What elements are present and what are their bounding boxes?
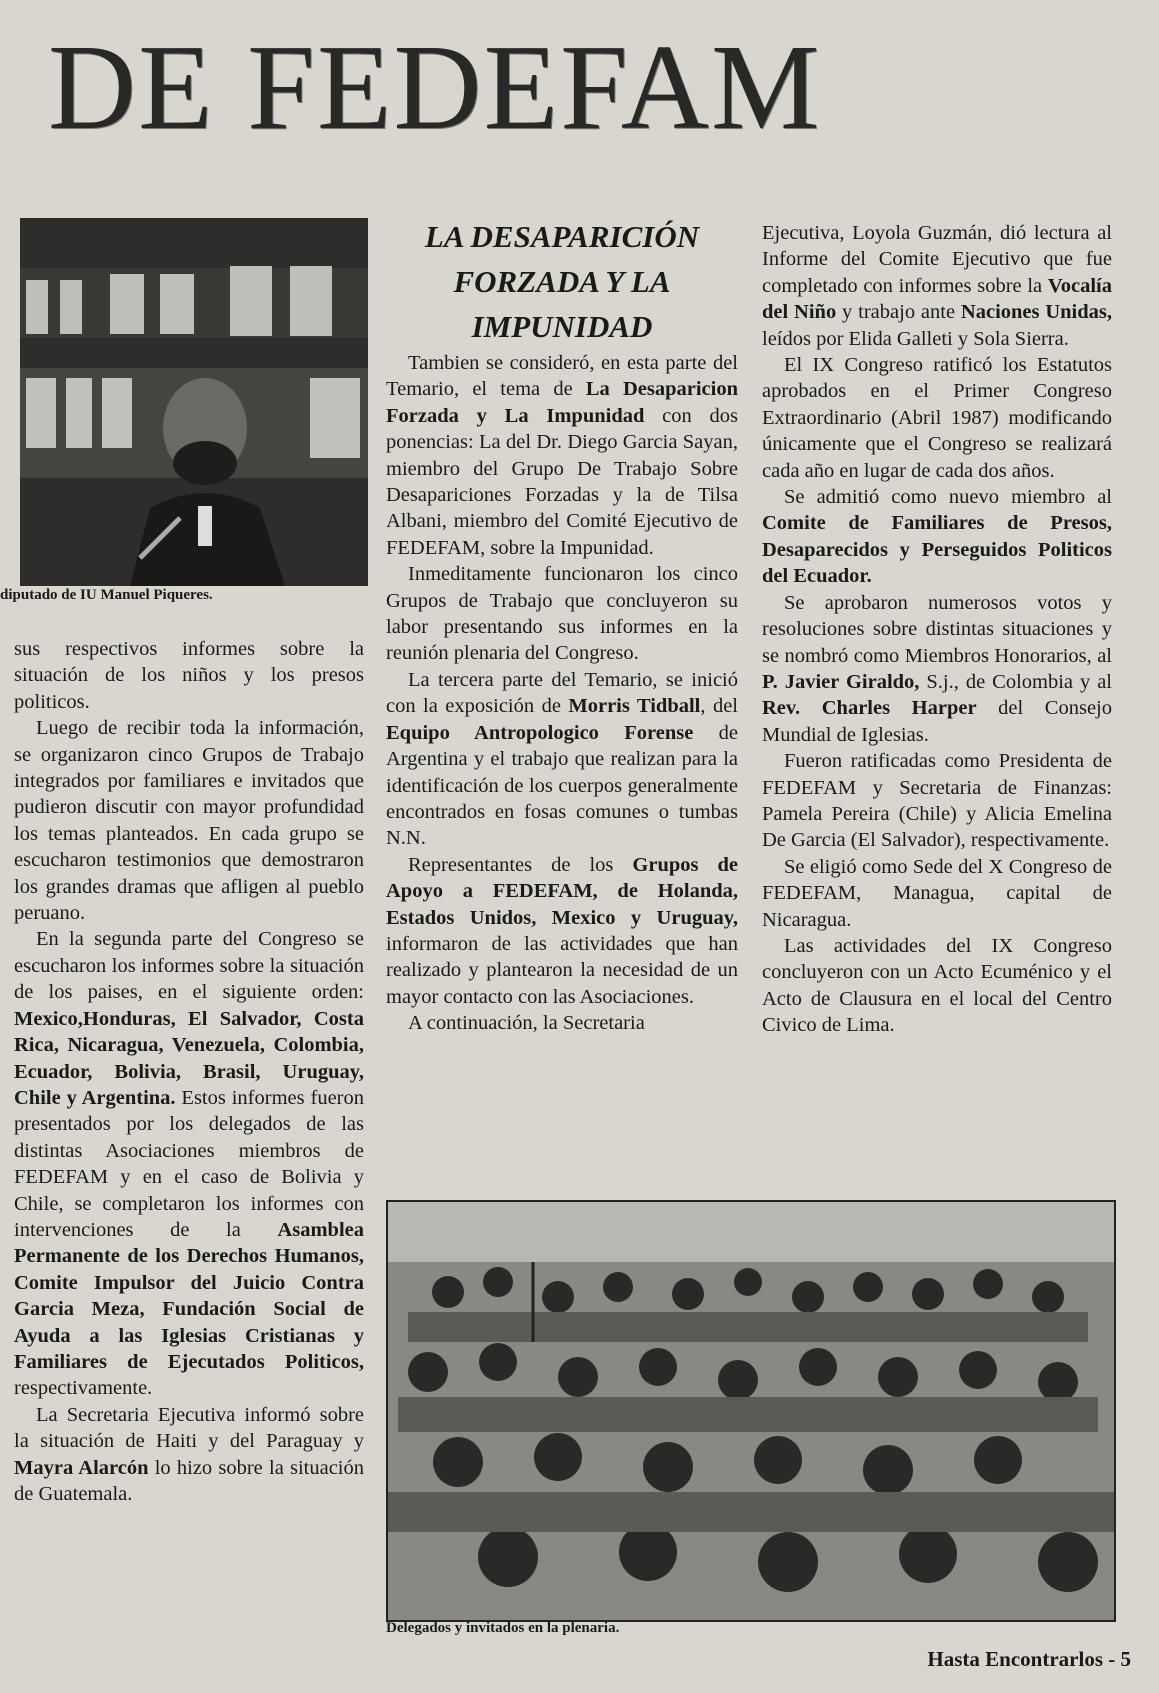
speaker-photo-caption: diputado de IU Manuel Piqueres.	[0, 587, 213, 603]
col1-paragraph-1: sus respectivos informes sobre la situación de los niños y los presos politicos.	[14, 638, 364, 713]
section-heading: LA DESAPARICIÓN FORZADA Y LA IMPUNIDAD	[424, 219, 700, 344]
col1-paragraph-3: En la segunda parte del Congreso se escucharon los informes sobre la situación de los paises, en el siguiente orden: Mexico,Honduras, El Salvador, Costa Rica, Nicaragua, Venezuela, Colombia, Ecuador, Bolivia, Brasil, Uruguay, Chile y Argentina. Estos informes fueron presentados por los delegados de las distintas Asociaciones miembros de FEDEFAM y en el caso de Bolivia y Chile, se completaron los informes con intervenciones de la Asamblea Permanente de los Derechos Humanos, Comite Impulsor del Juicio Contra Garcia Meza, Fundación Social de Ayuda a las Iglesias Cristianas y Familiares de Ejecutados Politicos, respectivamente.	[14, 928, 364, 1400]
col2-paragraph-5: A continuación, la Secretaria	[408, 1012, 645, 1035]
col2-paragraph-4: Representantes de los Grupos de Apoyo a FEDEFAM, de Holanda, Estados Unidos, Mexico y Uruguay, informaron de las actividades que han realizado y plantearon la necesidad de un mayor contacto con las Asociaciones.	[386, 853, 738, 1008]
speaker-photo-image	[20, 218, 368, 586]
col3-paragraph-2: El IX Congreso ratificó los Estatutos aprobados en el Primer Congreso Extraordinario (Abril 1987) modificando únicamente que el Congreso se realizará cada año en lugar de cada dos años.	[762, 354, 1112, 482]
col1-paragraph-4: La Secretaria Ejecutiva informó sobre la situación de Haiti y del Paraguay y Mayra Alarcón lo hizo sobre la situación de Guatemala.	[14, 1403, 365, 1505]
article-column-1	[14, 636, 364, 1507]
col3-paragraph-3: Se admitió como nuevo miembro al Comite de Familiares de Presos, Desaparecidos y Perseguidos Politicos del Ecuador.	[762, 486, 1112, 588]
col3-paragraph-7: Las actividades del IX Congreso concluyeron con un Acto Ecuménico y el Acto de Clausura en el local del Centro Civico de Lima.	[762, 934, 1112, 1037]
col3-paragraph-6: Se eligió como Sede del X Congreso de FEDEFAM, Managua, capital de Nicaragua.	[762, 855, 1112, 931]
col2-paragraph-3: La tercera parte del Temario, se inició con la exposición de Morris Tidball, del Equipo Antropologico Forense de Argentina y el trabajo que realizan para la identificación de los cuerpos generalmente encontrados en fosas comunes o tumbas N.N.	[386, 668, 738, 850]
plenary-photo-image	[388, 1202, 1114, 1620]
col2-paragraph-2: Inmeditamente funcionaron los cinco Grupos de Trabajo que concluyeron su labor presentando sus informes en la reunión plenaria del Congreso.	[386, 563, 738, 665]
page-footer: Hasta Encontrarlos - 5	[927, 1647, 1131, 1671]
masthead-title: DE FEDEFAM	[48, 20, 822, 155]
plenary-photo-caption: Delegados y invitados en la plenaria.	[386, 1620, 620, 1636]
col3-paragraph-5: Fueron ratificadas como Presidenta de FEDEFAM y Secretaria de Finanzas: Pamela Pereira (Chile) y Alicia Emelina De Garcia (El Salvador), respectivamente.	[762, 750, 1112, 852]
col2-paragraph-1: Tambien se consideró, en esta parte del Temario, el tema de La Desaparicion Forzada y La Impunidad con dos ponencias: La del Dr. Diego Garcia Sayan, miembro del Grupo De Trabajo Sobre Desapariciones Forzadas y la de Tilsa Albani, miembro del Comité Ejecutivo de FEDEFAM, sobre la Impunidad.	[386, 352, 738, 559]
article-column-2	[386, 350, 738, 1037]
col3-paragraph-1: Ejecutiva, Loyola Guzmán, dió lectura al Informe del Comite Ejecutivo que fue completado con informes sobre la Vocalía del Niño y trabajo ante Naciones Unidas, leídos por Elida Galleti y Sola Sierra.	[762, 222, 1113, 350]
col1-paragraph-2: Luego de recibir toda la información, se organizaron cinco Grupos de Trabajo integrados por familiares e invitados que pudieron discutir con mayor profundidad los temas planteados. En cada grupo se escucharon testimonios que demostraron los grandes dramas que afligen al pueblo peruano.	[14, 717, 364, 925]
col3-paragraph-4: Se aprobaron numerosos votos y resoluciones sobre distintas situaciones y se nombró como Miembros Honorarios, al P. Javier Giraldo, S.j., de Colombia y al Rev. Charles Harper del Consejo Mundial de Iglesias.	[762, 591, 1112, 746]
plenary-photo	[386, 1200, 1116, 1622]
article-column-3	[762, 220, 1112, 1039]
speaker-photo	[20, 218, 368, 586]
